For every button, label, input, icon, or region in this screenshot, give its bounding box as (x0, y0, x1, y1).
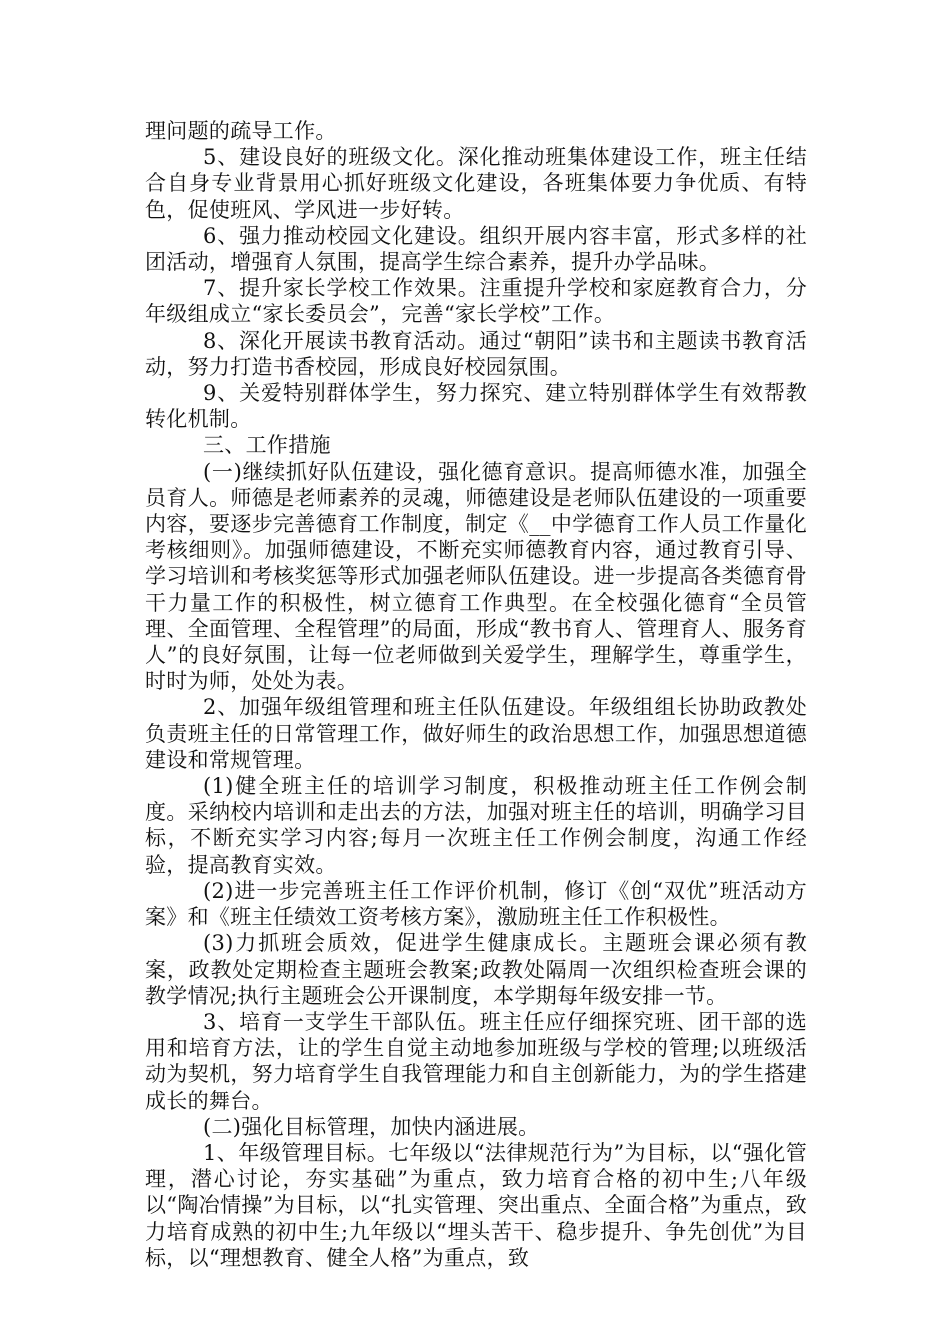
section-heading-measures: 三、工作措施 (203, 433, 331, 458)
paragraph-training-system: (1)健全班主任的培训学习制度，积极推动班主任工作例会制度。采纳校内培训和走出去的方法，加强对班主任的培训，明确学习目标，不断充实学习内容;每月一次班主任工作例会制度，沟通工作经验，提高教育实效。 (145, 774, 807, 877)
paragraph-item-8: 8、深化开展读书教育活动。通过“朝阳”读书和主题读书教育活动，努力打造书香校园，形成良好校园氛围。 (145, 328, 807, 379)
paragraph-item-9: 9、关爱特别群体学生，努力探究、建立特别群体学生有效帮教转化机制。 (145, 381, 807, 432)
paragraph-grade-management: 2、加强年级组管理和班主任队伍建设。年级组组长协助政教处负责班主任的日常管理工作，做好师生的政治思想工作，加强思想道德建设和常规管理。 (145, 695, 807, 772)
paragraph-continuation: 理问题的疏导工作。 (145, 119, 337, 143)
paragraph-team-building: (一)继续抓好队伍建设，强化德育意识。提高师德水准，加强全员育人。师德是老师素养的灵魂，师德建设是老师队伍建设的一项重要内容，要逐步完善德育工作制度，制定《__中学德育工作人员工作量化考核细则》。加强师德建设，不断充实师德教育内容，通过教育引导、学习培训和考核奖惩等形式加强老师队伍建设。进一步提高各类德育骨干力量工作的积极性，树立德育工作典型。在全校强化德育“全员管理、全面管理、全程管理”的局面，形成“教书育人、管理育人、服务育人”的良好氛围，让每一位老师做到关爱学生，理解学生，尊重学生，时时为师，处处为表。 (145, 459, 807, 694)
paragraph-item-7: 7、提升家长学校工作效果。注重提升学校和家庭教育合力，分年级组成立“家长委员会”，完善“家长学校”工作。 (145, 276, 807, 327)
paragraph-item-6: 6、强力推动校园文化建设。组织开展内容丰富，形式多样的社团活动，增强育人氛围，提高学生综合素养，提升办学品味。 (145, 223, 807, 275)
paragraph-student-cadres: 3、培育一支学生干部队伍。班主任应仔细探究班、团干部的选用和培育方法，让的学生自觉主动地参加班级与学校的管理;以班级活动为契机，努力培育学生自我管理能力和自主创新能力，为的学生搭建成长的舞台。 (145, 1009, 807, 1113)
paragraph-target-management: (二)强化目标管理，加快内涵进展。 (203, 1114, 540, 1139)
paragraph-item-5: 5、建设良好的班级文化。深化推动班集体建设工作，班主任结合自身专业背景用心抓好班级文化建设，各班集体要力争优质、有特色，促使班风、学风进一步好转。 (145, 145, 807, 222)
paragraph-class-meeting: (3)力抓班会质效，促进学生健康成长。主题班会课必须有教案，政教处定期检查主题班会教案;政教处隔周一次组织检查班会课的教学情况;执行主题班会公开课制度，本学期每年级安排一节。 (145, 931, 807, 1008)
document-body (145, 118, 807, 1271)
paragraph-evaluation-mechanism: (2)进一步完善班主任工作评价机制，修订《创“双优”班活动方案》和《班主任绩效工资考核方案》，激励班主任工作积极性。 (145, 878, 807, 930)
paragraph-grade-goals: 1、年级管理目标。七年级以“法律规范行为”为目标，以“强化管理，潜心讨论，夯实基础”为重点，致力培育合格的初中生;八年级以“陶冶情操”为目标，以“扎实管理、突出重点、全面合格”为重点，致力培育成熟的初中生;九年级以“埋头苦干、稳步提升、争先创优”为目标，以“理想教育、健全人格”为重点，致 (145, 1140, 807, 1270)
